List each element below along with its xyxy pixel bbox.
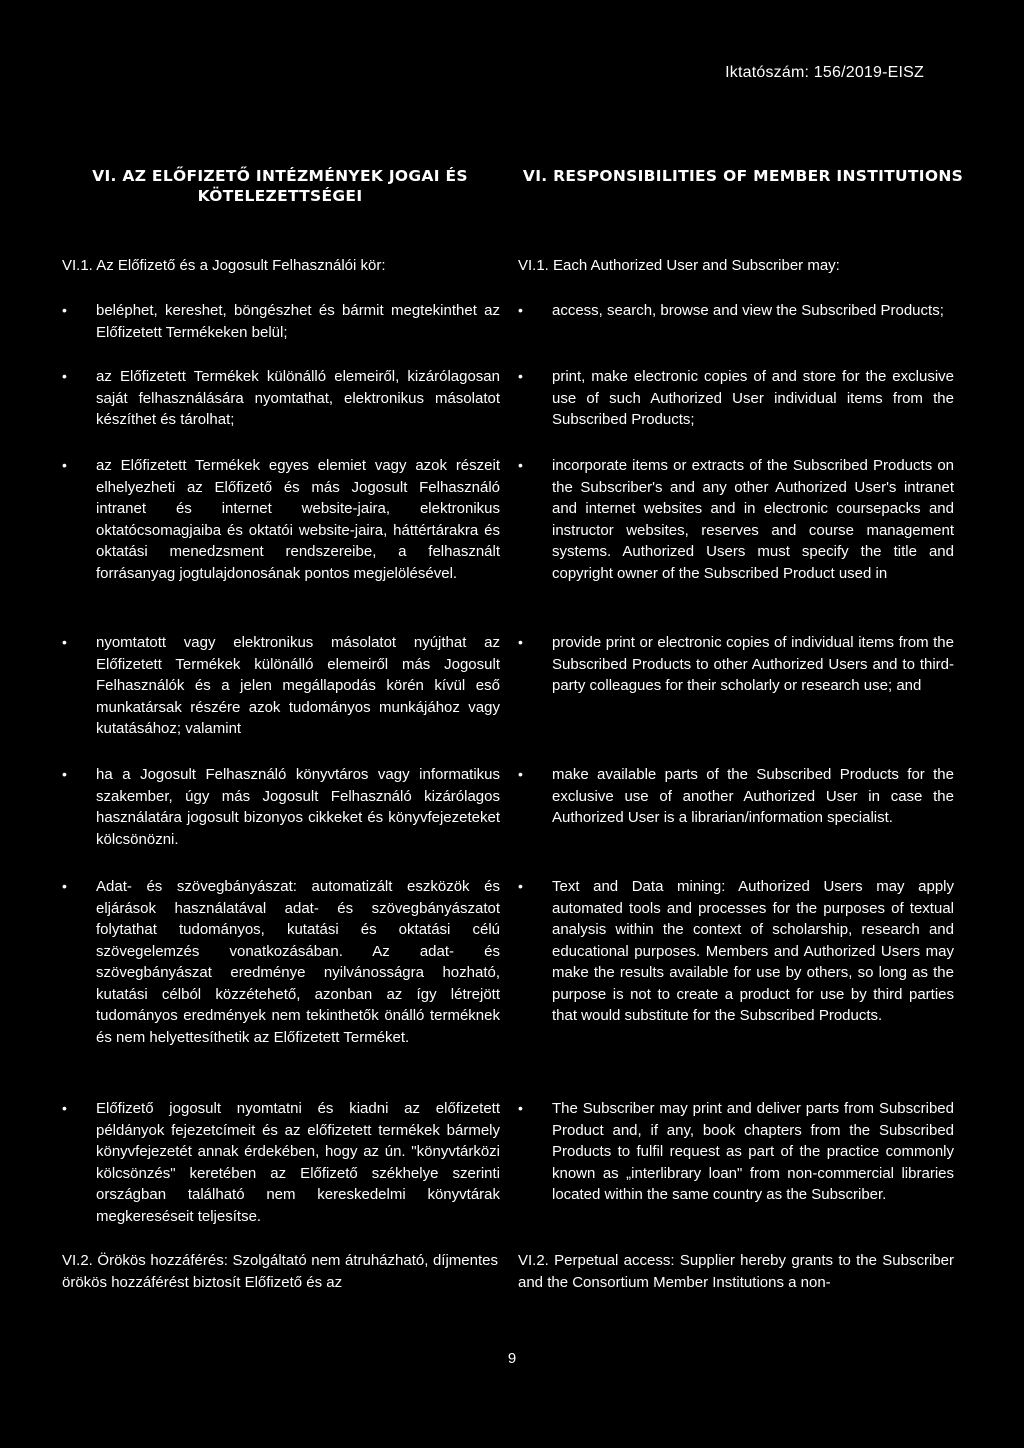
list-item-text: make available parts of the Subscribed Products for the exclusive use of another Authorized User in case the Authorized User is a librarian/information specialist. xyxy=(552,766,954,826)
list-item-text: Előfizető jogosult nyomtatni és kiadni az előfizetett példányok fejezetcímeit és az előfizetett termékek bármely könyvfejezetét annak érdekében, hogy az ún. "könyvtárközi kölcsönzés" keretében az Előfizető székhelye szerinti országban található nem kereskedelmi könyvtárak megkereséseit teljesítse. xyxy=(96,1100,500,1225)
list-item-text: az Előfizetett Termékek különálló elemeiről, kizárólagosan saját felhasználására nyomtathat, elektronikus másolatot készíthet és tárolhat; xyxy=(96,368,500,428)
bullet-icon: • xyxy=(518,878,523,894)
bullet-icon: • xyxy=(62,457,67,473)
right-list-item xyxy=(518,1098,954,1206)
list-item-text: The Subscriber may print and deliver parts from Subscribed Product and, if any, book chapters from the Subscribed Products to fulfil request as part of the practice commonly known as „interlibrary loan" from non-commercial libraries located within the same country as the Subscriber. xyxy=(552,1100,954,1203)
left-subsection-1-title: VI.1. Az Előfizető és a Jogosult Felhasználói kör: xyxy=(62,257,386,274)
right-section-heading: VI. RESPONSIBILITIES OF MEMBER INSTITUTIONS xyxy=(522,167,964,185)
left-list-item xyxy=(62,632,500,740)
right-list-item xyxy=(518,455,954,584)
left-list-item xyxy=(62,300,500,343)
list-item-text: incorporate items or extracts of the Subscribed Products on the Subscriber's and any other Authorized User's intranet and internet websites and in electronic coursepacks and instructor websites, reserves and course management systems. Authorized Users must specify the title and copyright owner of the Subscribed Product used in xyxy=(552,457,954,582)
bullet-icon: • xyxy=(518,1100,523,1116)
bullet-icon: • xyxy=(518,634,523,650)
bullet-icon: • xyxy=(518,302,523,318)
list-item-text: az Előfizetett Termékek egyes elemiet vagy azok részeit elhelyezheti az Előfizető és más Jogosult Felhasználó intranet és internet website-jaira, elektronikus oktatócsomagjaiba és oktatói website-jaira, háttértárakra és oktatási menedzsment rendszereibe, a felhasznált forrásanyag jogtulajdonosának pontos megjelölésével. xyxy=(96,457,500,582)
left-list-item xyxy=(62,366,500,431)
left-list-item xyxy=(62,455,500,584)
right-list-item xyxy=(518,764,954,829)
list-item-text: ha a Jogosult Felhasználó könyvtáros vagy informatikus szakember, úgy más Jogosult Felhasználó kizárólagos használatára jogosult bizonyos cikkeket és könyvfejezeteket kölcsönözni. xyxy=(96,766,500,848)
document-reference-number: Iktatószám: 156/2019-EISZ xyxy=(725,64,924,81)
left-list-item xyxy=(62,876,500,1048)
bullet-icon: • xyxy=(518,766,523,782)
page-number: 9 xyxy=(507,1350,517,1367)
list-item-text: Adat- és szövegbányászat: automatizált eszközök és eljárások használatával adat- és szövegbányászatot folytathat tudományos, kutatási és oktatási célú szövegelemzés vonatkozásában. Az adat- és szövegbányászat eredménye nyilvánosságra hozható, kutatási célból közzétehető, azonban az így létrejött tudományos eredmények nem tekinthetők önálló terméknek és nem helyettesíthetik az Előfizetett Terméket. xyxy=(96,878,500,1046)
right-list-item xyxy=(518,366,954,431)
right-subsection-2-text: VI.2. Perpetual access: Supplier hereby grants to the Subscriber and the Consortium Member Institutions a non- xyxy=(518,1252,954,1291)
bullet-icon: • xyxy=(518,368,523,384)
list-item-text: print, make electronic copies of and store for the exclusive use of such Authorized User individual items from the Subscribed Products; xyxy=(552,368,954,428)
left-list-item xyxy=(62,764,500,850)
bullet-icon: • xyxy=(62,878,67,894)
list-item-text: Text and Data mining: Authorized Users may apply automated tools and processes for the purposes of textual analysis within the context of scholarship, research and educational purposes. Members and Authorized Users may make the results available for use by others, so long as the purpose is not to create a product for use by third parties that would substitute for the Subscribed Products. xyxy=(552,878,954,1024)
right-list-item xyxy=(518,300,954,322)
bullet-icon: • xyxy=(62,368,67,384)
right-list-item xyxy=(518,632,954,697)
bullet-icon: • xyxy=(518,457,523,473)
right-subsection-1-title: VI.1. Each Authorized User and Subscriber may: xyxy=(518,257,840,274)
bullet-icon: • xyxy=(62,302,67,318)
bullet-icon: • xyxy=(62,766,67,782)
left-list-item xyxy=(62,1098,500,1227)
bullet-icon: • xyxy=(62,634,67,650)
left-section-heading: VI. AZ ELŐFIZETŐ INTÉZMÉNYEK JOGAI ÉS KÖTELEZETTSÉGEI xyxy=(92,167,468,205)
list-item-text: provide print or electronic copies of individual items from the Subscribed Products to other Authorized Users and to third-party colleagues for their scholarly or research use; and xyxy=(552,634,954,694)
left-subsection-2-text: VI.2. Örökös hozzáférés: Szolgáltató nem átruházható, díjmentes örökös hozzáférést biztosít Előfizető és az xyxy=(62,1252,498,1291)
list-item-text: beléphet, kereshet, böngészhet és bármit megtekinthet az Előfizetett Termékeken belül; xyxy=(96,302,500,341)
bullet-icon: • xyxy=(62,1100,67,1116)
list-item-text: access, search, browse and view the Subscribed Products; xyxy=(552,302,944,319)
right-list-item xyxy=(518,876,954,1027)
list-item-text: nyomtatott vagy elektronikus másolatot nyújthat az Előfizetett Termékek különálló elemeiről más Jogosult Felhasználók és a jelen megállapodás körén kívül eső munkatársak részére azok tudományos munkájához vagy kutatásához; valamint xyxy=(96,634,500,737)
